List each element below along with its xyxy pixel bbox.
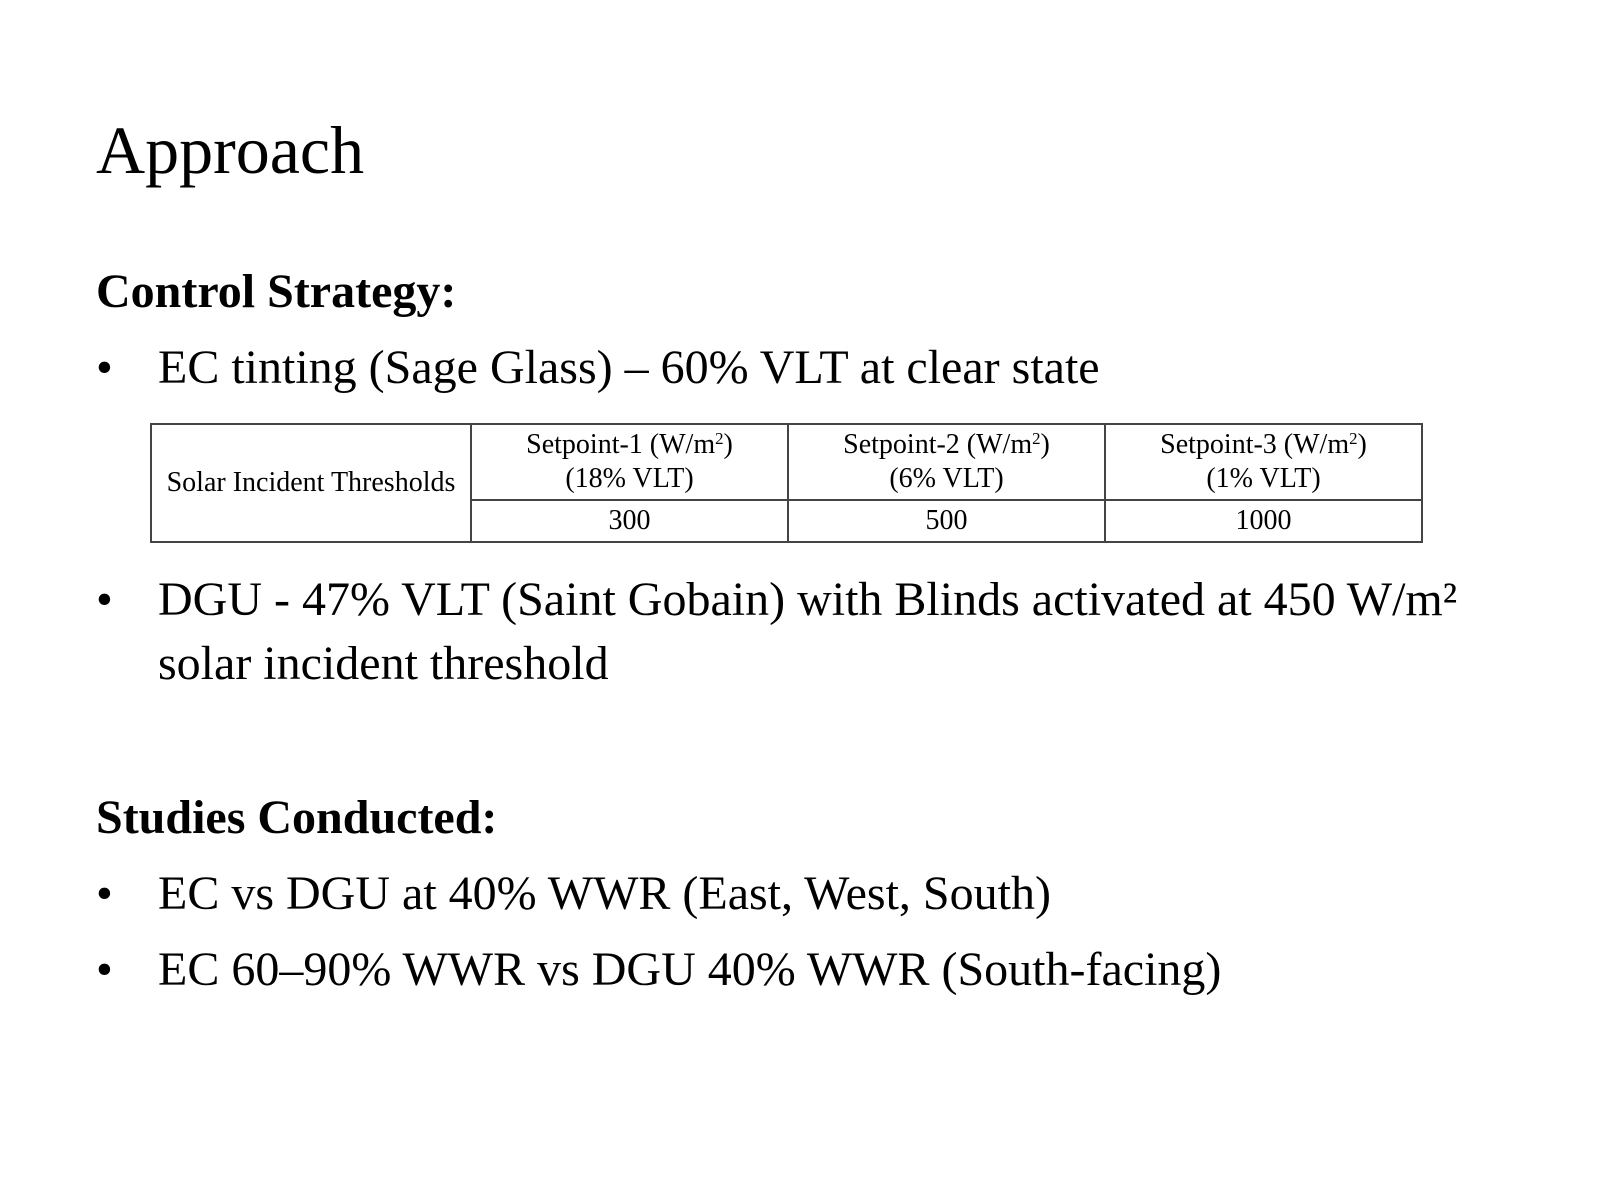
control-strategy-heading: Control Strategy:	[96, 265, 457, 318]
bullet-dot: •	[96, 573, 113, 626]
setpoint-table	[150, 423, 1423, 543]
table-header-setpoint-1	[471, 424, 788, 500]
table-cell-setpoint-2-value: 500	[788, 500, 1105, 542]
bullet-text: EC vs DGU at 40% WWR (East, West, South)	[158, 867, 1051, 920]
bullet-dot: •	[96, 341, 113, 394]
bullet-dot: •	[96, 867, 113, 920]
table-cell-setpoint-3-value: 1000	[1105, 500, 1422, 542]
setpoint-3-name: Setpoint-3 (W/m	[1160, 429, 1350, 460]
setpoint-1-name: Setpoint-1 (W/m	[526, 429, 716, 460]
bullet-text: EC tinting (Sage Glass) – 60% VLT at clear state	[158, 341, 1100, 394]
setpoint-2-vlt: (6% VLT)	[889, 463, 1004, 494]
setpoint-1-sup: 2	[715, 428, 724, 448]
bullet-study-2	[96, 938, 1516, 1002]
setpoint-3-sup: 2	[1349, 428, 1358, 448]
bullet-dot: •	[96, 943, 113, 996]
table-header-setpoint-2	[788, 424, 1105, 500]
setpoint-1-vlt: (18% VLT)	[565, 463, 694, 494]
bullet-text: DGU - 47% VLT (Saint Gobain) with Blinds activated at 450 W/m² solar incident threshold	[158, 573, 1458, 690]
setpoint-2-name: Setpoint-2 (W/m	[843, 429, 1033, 460]
table-row-header: Solar Incident Thresholds	[151, 424, 471, 542]
bullet-study-1	[96, 862, 1516, 926]
slide-title: Approach	[96, 112, 365, 188]
setpoint-3-vlt: (1% VLT)	[1206, 463, 1321, 494]
setpoint-1-name-end: )	[723, 429, 733, 460]
setpoint-3-name-end: )	[1357, 429, 1367, 460]
table-header-setpoint-3	[1105, 424, 1422, 500]
bullet-ec-tinting	[96, 336, 1516, 400]
bullet-text: EC 60–90% WWR vs DGU 40% WWR (South-facing)	[158, 943, 1222, 996]
studies-conducted-heading: Studies Conducted:	[96, 791, 498, 844]
table-cell-setpoint-1-value: 300	[471, 500, 788, 542]
bullet-dgu	[96, 568, 1516, 696]
setpoint-2-name-end: )	[1040, 429, 1050, 460]
setpoint-2-sup: 2	[1032, 428, 1041, 448]
